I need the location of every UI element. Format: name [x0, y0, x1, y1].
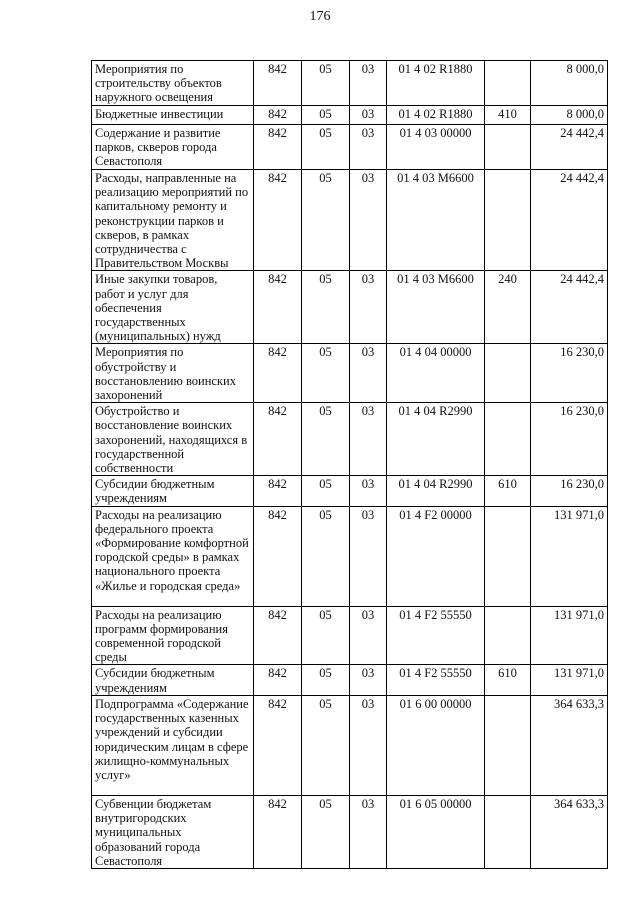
target-article-cell: 01 4 03 M6600	[387, 271, 485, 344]
subsection-code-cell: 03	[350, 271, 387, 344]
section-code-cell: 05	[302, 506, 350, 606]
section-code-cell: 05	[302, 106, 350, 125]
section-code-cell: 05	[302, 125, 350, 170]
table-row	[92, 665, 608, 695]
section-code-cell: 05	[302, 344, 350, 403]
amount-cell: 24 442,4	[531, 271, 608, 344]
grbs-code-cell: 842	[254, 125, 302, 170]
expense-type-cell	[485, 795, 531, 868]
target-article-cell: 01 4 F2 55550	[387, 606, 485, 665]
subsection-code-cell: 03	[350, 61, 387, 106]
target-article-cell: 01 6 00 00000	[387, 695, 485, 795]
amount-cell: 131 971,0	[531, 506, 608, 606]
table-row	[92, 106, 608, 125]
expense-name-cell: Мероприятия по строительству объектов наружного освещения	[92, 61, 254, 106]
expense-name-cell: Содержание и развитие парков, скверов города Севастополя	[92, 125, 254, 170]
target-article-cell: 01 4 02 R1880	[387, 61, 485, 106]
section-code-cell: 05	[302, 606, 350, 665]
grbs-code-cell: 842	[254, 476, 302, 506]
subsection-code-cell: 03	[350, 125, 387, 170]
table-row	[92, 271, 608, 344]
target-article-cell: 01 4 F2 55550	[387, 665, 485, 695]
amount-cell: 16 230,0	[531, 403, 608, 476]
expense-type-cell	[485, 61, 531, 106]
target-article-cell: 01 4 F2 00000	[387, 506, 485, 606]
grbs-code-cell: 842	[254, 606, 302, 665]
amount-cell: 8 000,0	[531, 61, 608, 106]
grbs-code-cell: 842	[254, 665, 302, 695]
table-row	[92, 506, 608, 606]
target-article-cell: 01 4 04 00000	[387, 344, 485, 403]
subsection-code-cell: 03	[350, 403, 387, 476]
expense-type-cell: 410	[485, 106, 531, 125]
amount-cell: 364 633,3	[531, 795, 608, 868]
amount-cell: 131 971,0	[531, 606, 608, 665]
target-article-cell: 01 4 02 R1880	[387, 106, 485, 125]
grbs-code-cell: 842	[254, 61, 302, 106]
table-row	[92, 403, 608, 476]
section-code-cell: 05	[302, 665, 350, 695]
section-code-cell: 05	[302, 170, 350, 271]
amount-cell: 24 442,4	[531, 170, 608, 271]
expense-type-cell	[485, 170, 531, 271]
table-row	[92, 476, 608, 506]
expense-type-cell	[485, 125, 531, 170]
page-number: 176	[309, 9, 331, 24]
subsection-code-cell: 03	[350, 695, 387, 795]
table-row	[92, 795, 608, 868]
subsection-code-cell: 03	[350, 106, 387, 125]
expense-name-cell: Подпрограмма «Содержание государственных казенных учреждений и субсидии юридическим лицам в сфере жилищно-коммунальных услуг»	[92, 695, 254, 795]
target-article-cell: 01 4 04 R2990	[387, 403, 485, 476]
table-row	[92, 61, 608, 106]
expense-name-cell: Иные закупки товаров, работ и услуг для обеспечения государственных (муниципальных) нужд	[92, 271, 254, 344]
target-article-cell: 01 4 03 00000	[387, 125, 485, 170]
section-code-cell: 05	[302, 795, 350, 868]
amount-cell: 24 442,4	[531, 125, 608, 170]
subsection-code-cell: 03	[350, 344, 387, 403]
section-code-cell: 05	[302, 61, 350, 106]
expense-type-cell	[485, 695, 531, 795]
expense-name-cell: Субсидии бюджетным учреждениям	[92, 665, 254, 695]
table-row	[92, 606, 608, 665]
section-code-cell: 05	[302, 403, 350, 476]
subsection-code-cell: 03	[350, 506, 387, 606]
table-row	[92, 125, 608, 170]
expense-type-cell	[485, 403, 531, 476]
subsection-code-cell: 03	[350, 476, 387, 506]
section-code-cell: 05	[302, 476, 350, 506]
section-code-cell: 05	[302, 271, 350, 344]
amount-cell: 8 000,0	[531, 106, 608, 125]
table-row	[92, 344, 608, 403]
grbs-code-cell: 842	[254, 695, 302, 795]
grbs-code-cell: 842	[254, 170, 302, 271]
target-article-cell: 01 6 05 00000	[387, 795, 485, 868]
grbs-code-cell: 842	[254, 344, 302, 403]
expense-type-cell: 240	[485, 271, 531, 344]
grbs-code-cell: 842	[254, 271, 302, 344]
subsection-code-cell: 03	[350, 606, 387, 665]
grbs-code-cell: 842	[254, 795, 302, 868]
amount-cell: 131 971,0	[531, 665, 608, 695]
expense-name-cell: Мероприятия по обустройству и восстановлению воинских захоронений	[92, 344, 254, 403]
amount-cell: 364 633,3	[531, 695, 608, 795]
expense-name-cell: Обустройство и восстановление воинских захоронений, находящихся в государственной собственности	[92, 403, 254, 476]
expense-type-cell: 610	[485, 476, 531, 506]
subsection-code-cell: 03	[350, 795, 387, 868]
budget-table	[91, 60, 608, 869]
target-article-cell: 01 4 03 M6600	[387, 170, 485, 271]
grbs-code-cell: 842	[254, 106, 302, 125]
expense-name-cell: Расходы, направленные на реализацию мероприятий по капитальному ремонту и реконструкции парков и скверов, в рамках сотрудничества с Правительством Москвы	[92, 170, 254, 271]
expense-name-cell: Субвенции бюджетам внутригородских муниципальных образований города Севастополя	[92, 795, 254, 868]
grbs-code-cell: 842	[254, 506, 302, 606]
section-code-cell: 05	[302, 695, 350, 795]
subsection-code-cell: 03	[350, 170, 387, 271]
expense-type-cell	[485, 344, 531, 403]
expense-name-cell: Расходы на реализацию программ формирования современной городской среды	[92, 606, 254, 665]
subsection-code-cell: 03	[350, 665, 387, 695]
amount-cell: 16 230,0	[531, 344, 608, 403]
grbs-code-cell: 842	[254, 403, 302, 476]
table-row	[92, 170, 608, 271]
table-row	[92, 695, 608, 795]
expense-name-cell: Расходы на реализацию федерального проекта «Формирование комфортной городской среды» в рамках национального проекта «Жилье и городская среда»	[92, 506, 254, 606]
target-article-cell: 01 4 04 R2990	[387, 476, 485, 506]
expense-name-cell: Субсидии бюджетным учреждениям	[92, 476, 254, 506]
expense-type-cell: 610	[485, 665, 531, 695]
expense-type-cell	[485, 606, 531, 665]
expense-type-cell	[485, 506, 531, 606]
amount-cell: 16 230,0	[531, 476, 608, 506]
expense-name-cell: Бюджетные инвестиции	[92, 106, 254, 125]
